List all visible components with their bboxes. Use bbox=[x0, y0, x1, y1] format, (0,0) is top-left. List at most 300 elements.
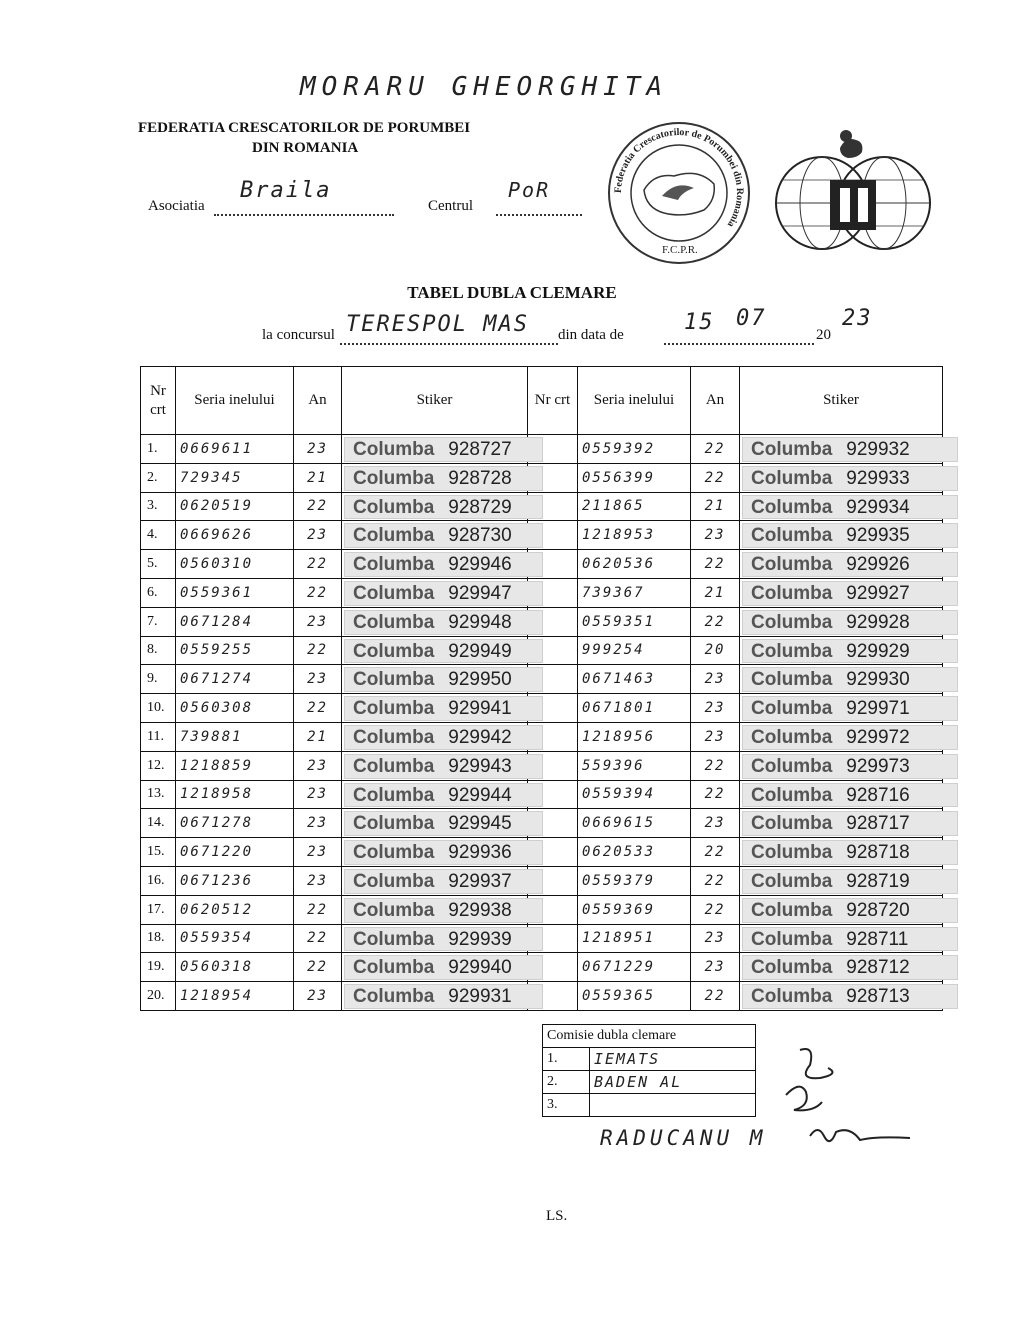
ring-year: 22 bbox=[294, 492, 342, 521]
sticker-number: 929927 bbox=[846, 582, 910, 604]
sticker-brand: Columba bbox=[751, 813, 833, 835]
ring-series-2: 739367 bbox=[578, 578, 691, 607]
sticker-label bbox=[344, 495, 543, 520]
ring-series: 0559255 bbox=[176, 636, 294, 665]
sticker-brand: Columba bbox=[751, 554, 833, 576]
ring-year: 21 bbox=[294, 463, 342, 492]
table-row bbox=[141, 895, 943, 924]
ring-year-2: 21 bbox=[691, 492, 740, 521]
ring-series-2: 0559379 bbox=[578, 866, 691, 895]
document-title: TABEL DUBLA CLEMARE bbox=[407, 283, 617, 302]
sticker-number: 929947 bbox=[448, 582, 512, 604]
table-row bbox=[141, 694, 943, 723]
ring-year: 22 bbox=[294, 550, 342, 579]
col-header-stiker-2: Stiker bbox=[740, 367, 943, 435]
sticker bbox=[342, 780, 528, 809]
sticker-brand: Columba bbox=[353, 957, 435, 979]
sticker bbox=[342, 838, 528, 867]
row-number: 20. bbox=[141, 982, 176, 1011]
ring-year-2: 23 bbox=[691, 694, 740, 723]
sticker-label bbox=[344, 898, 543, 923]
table-row bbox=[141, 982, 943, 1011]
sticker bbox=[342, 895, 528, 924]
sticker-brand: Columba bbox=[751, 986, 833, 1008]
sticker-brand: Columba bbox=[751, 669, 833, 691]
date-month: 07 bbox=[736, 306, 767, 331]
ring-year-2: 22 bbox=[691, 550, 740, 579]
table-row bbox=[141, 838, 943, 867]
sticker-number: 929948 bbox=[448, 611, 512, 633]
sticker-number: 929973 bbox=[846, 755, 910, 777]
sticker-2 bbox=[740, 607, 943, 636]
sticker-brand: Columba bbox=[751, 899, 833, 921]
sticker-label bbox=[742, 984, 958, 1009]
row-number: 10. bbox=[141, 694, 176, 723]
sticker-2 bbox=[740, 924, 943, 953]
sticker-brand: Columba bbox=[353, 698, 435, 720]
sticker-number: 928729 bbox=[448, 496, 512, 518]
sticker-number: 929935 bbox=[846, 525, 910, 547]
sticker-number: 929936 bbox=[448, 842, 512, 864]
commission-nr: 3. bbox=[543, 1094, 590, 1117]
sticker-number: 929939 bbox=[448, 928, 512, 950]
commission-nr: 1. bbox=[543, 1048, 590, 1071]
sticker-label bbox=[742, 783, 958, 808]
ring-series-2: 211865 bbox=[578, 492, 691, 521]
row-number: 18. bbox=[141, 924, 176, 953]
commission-row bbox=[543, 1094, 756, 1117]
centrul-label: Centrul bbox=[428, 198, 473, 214]
sticker-label bbox=[742, 955, 958, 980]
asociatia-value: Braila bbox=[240, 178, 332, 203]
ring-series-2: 0671463 bbox=[578, 665, 691, 694]
table-row bbox=[141, 665, 943, 694]
sticker-number: 929941 bbox=[448, 698, 512, 720]
col-header-nr: Nr crt bbox=[141, 367, 176, 435]
ring-year-2: 22 bbox=[691, 982, 740, 1011]
sticker-number: 929942 bbox=[448, 726, 512, 748]
ring-year-2: 23 bbox=[691, 809, 740, 838]
sticker-number: 929932 bbox=[846, 439, 910, 460]
asociatia-label: Asociatia bbox=[148, 198, 205, 214]
fci-globe-logo bbox=[774, 118, 932, 256]
sticker-brand: Columba bbox=[353, 899, 435, 921]
ring-series-2: 0559394 bbox=[578, 780, 691, 809]
sticker bbox=[342, 578, 528, 607]
table-row bbox=[141, 550, 943, 579]
fcpr-abbrev: F.C.P.R. bbox=[662, 244, 698, 256]
sticker-2 bbox=[740, 694, 943, 723]
sticker-number: 929940 bbox=[448, 957, 512, 979]
sticker-number: 929934 bbox=[846, 496, 910, 518]
ring-series: 0559354 bbox=[176, 924, 294, 953]
ring-series: 0560318 bbox=[176, 953, 294, 982]
sticker bbox=[342, 435, 528, 464]
table-row bbox=[141, 866, 943, 895]
signatures bbox=[780, 1040, 930, 1150]
row-number: 15. bbox=[141, 838, 176, 867]
ring-series-2: 1218953 bbox=[578, 521, 691, 550]
table-row bbox=[141, 780, 943, 809]
commission-box bbox=[542, 1024, 756, 1117]
sticker-number: 929944 bbox=[448, 784, 512, 806]
sticker bbox=[342, 636, 528, 665]
ring-year-2: 22 bbox=[691, 838, 740, 867]
sticker-brand: Columba bbox=[751, 467, 833, 489]
sticker-number: 929949 bbox=[448, 640, 512, 662]
ring-year: 23 bbox=[294, 982, 342, 1011]
col-header-seria-2: Seria inelului bbox=[578, 367, 691, 435]
table-row bbox=[141, 607, 943, 636]
sticker bbox=[342, 607, 528, 636]
din-data-label: din data de bbox=[558, 327, 624, 343]
ring-year: 21 bbox=[294, 722, 342, 751]
row-number: 3. bbox=[141, 492, 176, 521]
ring-series-2: 0559351 bbox=[578, 607, 691, 636]
sticker-label bbox=[742, 927, 958, 952]
sticker-label bbox=[742, 696, 958, 721]
sticker bbox=[342, 751, 528, 780]
sticker-number: 929938 bbox=[448, 899, 512, 921]
ring-series: 0620512 bbox=[176, 895, 294, 924]
ring-year-2: 22 bbox=[691, 895, 740, 924]
sticker-2 bbox=[740, 636, 943, 665]
sticker-number: 928730 bbox=[448, 525, 512, 547]
table-row bbox=[141, 751, 943, 780]
table-row bbox=[141, 636, 943, 665]
date-day: 15 bbox=[684, 310, 715, 335]
sticker-number: 929928 bbox=[846, 611, 910, 633]
ring-year-2: 22 bbox=[691, 607, 740, 636]
sticker-2 bbox=[740, 665, 943, 694]
sticker-brand: Columba bbox=[751, 726, 833, 748]
ring-series-2: 0620536 bbox=[578, 550, 691, 579]
sticker-brand: Columba bbox=[751, 957, 833, 979]
sticker-brand: Columba bbox=[353, 755, 435, 777]
concurs-value: TERESPOL MAS bbox=[346, 312, 529, 337]
sticker-brand: Columba bbox=[751, 784, 833, 806]
sticker-number: 929933 bbox=[846, 467, 910, 489]
sticker-brand: Columba bbox=[353, 611, 435, 633]
sticker-number: 929931 bbox=[448, 986, 512, 1008]
sticker bbox=[342, 722, 528, 751]
sticker-number: 928719 bbox=[846, 870, 910, 892]
sticker bbox=[342, 809, 528, 838]
ring-series: 0669626 bbox=[176, 521, 294, 550]
ring-series-2: 0671229 bbox=[578, 953, 691, 982]
sticker-label bbox=[344, 581, 543, 606]
sticker-brand: Columba bbox=[353, 467, 435, 489]
col-header-seria: Seria inelului bbox=[176, 367, 294, 435]
commission-member-name: BADEN AL bbox=[590, 1071, 756, 1094]
sticker-number: 928711 bbox=[846, 928, 909, 950]
sticker-label bbox=[344, 667, 543, 692]
commission-extra-name: RADUCANU M bbox=[600, 1126, 767, 1150]
ring-series-2: 0671801 bbox=[578, 694, 691, 723]
sticker-brand: Columba bbox=[353, 813, 435, 835]
concurs-label: la concursul bbox=[262, 327, 335, 343]
commission-member-name: IEMATS bbox=[590, 1048, 756, 1071]
ring-year: 22 bbox=[294, 953, 342, 982]
table-row bbox=[141, 578, 943, 607]
row-number: 1. bbox=[141, 435, 176, 464]
table-row bbox=[141, 492, 943, 521]
ring-series: 0671220 bbox=[176, 838, 294, 867]
sticker-label bbox=[344, 466, 543, 491]
sticker bbox=[342, 463, 528, 492]
row-number: 2. bbox=[141, 463, 176, 492]
sticker-label bbox=[344, 869, 543, 894]
sticker-2 bbox=[740, 953, 943, 982]
sticker-brand: Columba bbox=[353, 640, 435, 662]
sticker-label bbox=[742, 725, 958, 750]
ring-year: 23 bbox=[294, 435, 342, 464]
ring-year-2: 22 bbox=[691, 751, 740, 780]
ring-year: 22 bbox=[294, 924, 342, 953]
sticker-brand: Columba bbox=[353, 726, 435, 748]
sticker-2 bbox=[740, 722, 943, 751]
sticker bbox=[342, 866, 528, 895]
sticker-brand: Columba bbox=[353, 986, 435, 1008]
ring-series: 0671274 bbox=[176, 665, 294, 694]
sticker-2 bbox=[740, 751, 943, 780]
owner-name: MORARU GHEORGHITA bbox=[300, 72, 669, 102]
clemare-table bbox=[140, 366, 942, 1010]
col-header-stiker: Stiker bbox=[342, 367, 528, 435]
year-suffix: 23 bbox=[842, 306, 873, 331]
sticker-2 bbox=[740, 550, 943, 579]
ring-year-2: 23 bbox=[691, 722, 740, 751]
sticker-2 bbox=[740, 463, 943, 492]
table-row bbox=[141, 809, 943, 838]
ring-series: 0671236 bbox=[176, 866, 294, 895]
sticker-label bbox=[344, 696, 543, 721]
sticker-number: 928718 bbox=[846, 842, 910, 864]
sticker-brand: Columba bbox=[353, 928, 435, 950]
commission-title: Comisie dubla clemare bbox=[543, 1025, 756, 1048]
sticker-brand: Columba bbox=[751, 496, 833, 518]
sticker-2 bbox=[740, 866, 943, 895]
sticker-label bbox=[742, 581, 958, 606]
table-row bbox=[141, 722, 943, 751]
col-header-an-2: An bbox=[691, 367, 740, 435]
sticker-number: 929972 bbox=[846, 726, 910, 748]
ring-year: 23 bbox=[294, 780, 342, 809]
sticker-brand: Columba bbox=[751, 870, 833, 892]
sticker-label bbox=[742, 754, 958, 779]
ring-series: 0559361 bbox=[176, 578, 294, 607]
table-row bbox=[141, 435, 943, 464]
ring-series-2: 0669615 bbox=[578, 809, 691, 838]
sticker-brand: Columba bbox=[353, 496, 435, 518]
ring-series-2: 999254 bbox=[578, 636, 691, 665]
ring-series-2: 0556399 bbox=[578, 463, 691, 492]
sticker bbox=[342, 492, 528, 521]
sticker-label bbox=[344, 927, 543, 952]
sticker-brand: Columba bbox=[751, 640, 833, 662]
sticker-brand: Columba bbox=[751, 611, 833, 633]
ring-series: 1218954 bbox=[176, 982, 294, 1011]
commission-nr: 2. bbox=[543, 1071, 590, 1094]
ring-year: 22 bbox=[294, 895, 342, 924]
ring-series-2: 0559365 bbox=[578, 982, 691, 1011]
ring-year-2: 23 bbox=[691, 953, 740, 982]
sticker-number: 929971 bbox=[846, 698, 910, 720]
sticker-brand: Columba bbox=[751, 439, 833, 460]
row-number: 9. bbox=[141, 665, 176, 694]
ring-series: 0671284 bbox=[176, 607, 294, 636]
ring-series: 0620519 bbox=[176, 492, 294, 521]
sticker-label bbox=[742, 437, 958, 462]
sticker-number: 928716 bbox=[846, 784, 910, 806]
ring-year-2: 23 bbox=[691, 521, 740, 550]
ring-year-2: 22 bbox=[691, 780, 740, 809]
sticker bbox=[342, 953, 528, 982]
sticker-brand: Columba bbox=[751, 928, 833, 950]
sticker bbox=[342, 665, 528, 694]
sticker-2 bbox=[740, 492, 943, 521]
ring-year: 23 bbox=[294, 838, 342, 867]
col-header-nr-2: Nr crt bbox=[528, 367, 578, 435]
sticker-brand: Columba bbox=[353, 784, 435, 806]
ring-year-2: 21 bbox=[691, 578, 740, 607]
sticker-number: 929926 bbox=[846, 554, 910, 576]
ring-series-2: 0559369 bbox=[578, 895, 691, 924]
ring-series-2: 1218956 bbox=[578, 722, 691, 751]
sticker-brand: Columba bbox=[751, 582, 833, 604]
sticker-label bbox=[742, 869, 958, 894]
sticker-2 bbox=[740, 521, 943, 550]
sticker-number: 928712 bbox=[846, 957, 910, 979]
sticker-label bbox=[344, 840, 543, 865]
ring-year: 22 bbox=[294, 636, 342, 665]
row-number: 8. bbox=[141, 636, 176, 665]
table-row bbox=[141, 953, 943, 982]
row-number: 5. bbox=[141, 550, 176, 579]
sticker-brand: Columba bbox=[751, 842, 833, 864]
sticker-label bbox=[742, 552, 958, 577]
ring-year: 22 bbox=[294, 578, 342, 607]
row-number: 13. bbox=[141, 780, 176, 809]
sticker-brand: Columba bbox=[353, 669, 435, 691]
sticker-label bbox=[742, 667, 958, 692]
sticker-number: 929929 bbox=[846, 640, 910, 662]
ring-year-2: 23 bbox=[691, 665, 740, 694]
row-number: 7. bbox=[141, 607, 176, 636]
sticker-label bbox=[742, 639, 958, 664]
sticker-label bbox=[344, 725, 543, 750]
ring-series: 729345 bbox=[176, 463, 294, 492]
ring-series-2: 559396 bbox=[578, 751, 691, 780]
row-number: 11. bbox=[141, 722, 176, 751]
sticker-number: 929950 bbox=[448, 669, 512, 691]
ring-year-2: 22 bbox=[691, 463, 740, 492]
sticker-number: 928728 bbox=[448, 467, 512, 489]
ring-series: 0669611 bbox=[176, 435, 294, 464]
sticker-label bbox=[344, 610, 543, 635]
sticker-brand: Columba bbox=[751, 525, 833, 547]
sticker-number: 928713 bbox=[846, 986, 910, 1008]
sticker-2 bbox=[740, 982, 943, 1011]
ring-series: 1218958 bbox=[176, 780, 294, 809]
col-header-an: An bbox=[294, 367, 342, 435]
sticker-label bbox=[344, 754, 543, 779]
federation-title: FEDERATIA CRESCATORILOR DE PORUMBEI bbox=[138, 120, 471, 136]
sticker-label bbox=[742, 898, 958, 923]
sticker-label bbox=[344, 955, 543, 980]
sticker-brand: Columba bbox=[353, 870, 435, 892]
row-number: 12. bbox=[141, 751, 176, 780]
ring-year: 23 bbox=[294, 809, 342, 838]
table-row bbox=[141, 463, 943, 492]
row-number: 6. bbox=[141, 578, 176, 607]
sticker-brand: Columba bbox=[353, 582, 435, 604]
ring-year: 23 bbox=[294, 866, 342, 895]
sticker-label bbox=[742, 840, 958, 865]
row-number: 19. bbox=[141, 953, 176, 982]
ring-series: 1218859 bbox=[176, 751, 294, 780]
sticker-brand: Columba bbox=[751, 755, 833, 777]
sticker-number: 929937 bbox=[448, 870, 512, 892]
sticker-label bbox=[344, 437, 543, 462]
sticker bbox=[342, 550, 528, 579]
sticker-label bbox=[344, 523, 543, 548]
sticker-label bbox=[344, 552, 543, 577]
ring-year: 23 bbox=[294, 665, 342, 694]
footer-ls: LS. bbox=[546, 1208, 568, 1224]
sticker-label bbox=[742, 495, 958, 520]
sticker-label bbox=[344, 639, 543, 664]
commission-row bbox=[543, 1071, 756, 1094]
table-row bbox=[141, 924, 943, 953]
sticker-brand: Columba bbox=[353, 842, 435, 864]
sticker-number: 928717 bbox=[846, 813, 910, 835]
fcpr-ring-text: Federatia Crescatorilor de Porumbei din Romania bbox=[612, 126, 746, 230]
ring-year: 22 bbox=[294, 694, 342, 723]
sticker-2 bbox=[740, 838, 943, 867]
sticker-number: 929945 bbox=[448, 813, 512, 835]
ring-series: 0560308 bbox=[176, 694, 294, 723]
ring-series-2: 0559392 bbox=[578, 435, 691, 464]
federation-subtitle: DIN ROMANIA bbox=[252, 140, 359, 156]
row-number: 17. bbox=[141, 895, 176, 924]
sticker-number: 928727 bbox=[448, 439, 512, 460]
sticker-2 bbox=[740, 780, 943, 809]
sticker-2 bbox=[740, 809, 943, 838]
sticker-label bbox=[742, 466, 958, 491]
sticker-number: 929930 bbox=[846, 669, 910, 691]
ring-series-2: 0620533 bbox=[578, 838, 691, 867]
sticker bbox=[342, 982, 528, 1011]
ring-year-2: 22 bbox=[691, 435, 740, 464]
sticker-brand: Columba bbox=[751, 698, 833, 720]
sticker-number: 928720 bbox=[846, 899, 910, 921]
ring-series: 739881 bbox=[176, 722, 294, 751]
commission-member-name bbox=[590, 1094, 756, 1117]
sticker bbox=[342, 521, 528, 550]
ring-series: 0671278 bbox=[176, 809, 294, 838]
sticker-label bbox=[742, 811, 958, 836]
sticker-label bbox=[742, 523, 958, 548]
sticker-2 bbox=[740, 895, 943, 924]
sticker-number: 929946 bbox=[448, 554, 512, 576]
sticker-2 bbox=[740, 578, 943, 607]
ring-series-2: 1218951 bbox=[578, 924, 691, 953]
table-row bbox=[141, 521, 943, 550]
sticker-number: 929943 bbox=[448, 755, 512, 777]
sticker-label bbox=[344, 811, 543, 836]
sticker bbox=[342, 694, 528, 723]
